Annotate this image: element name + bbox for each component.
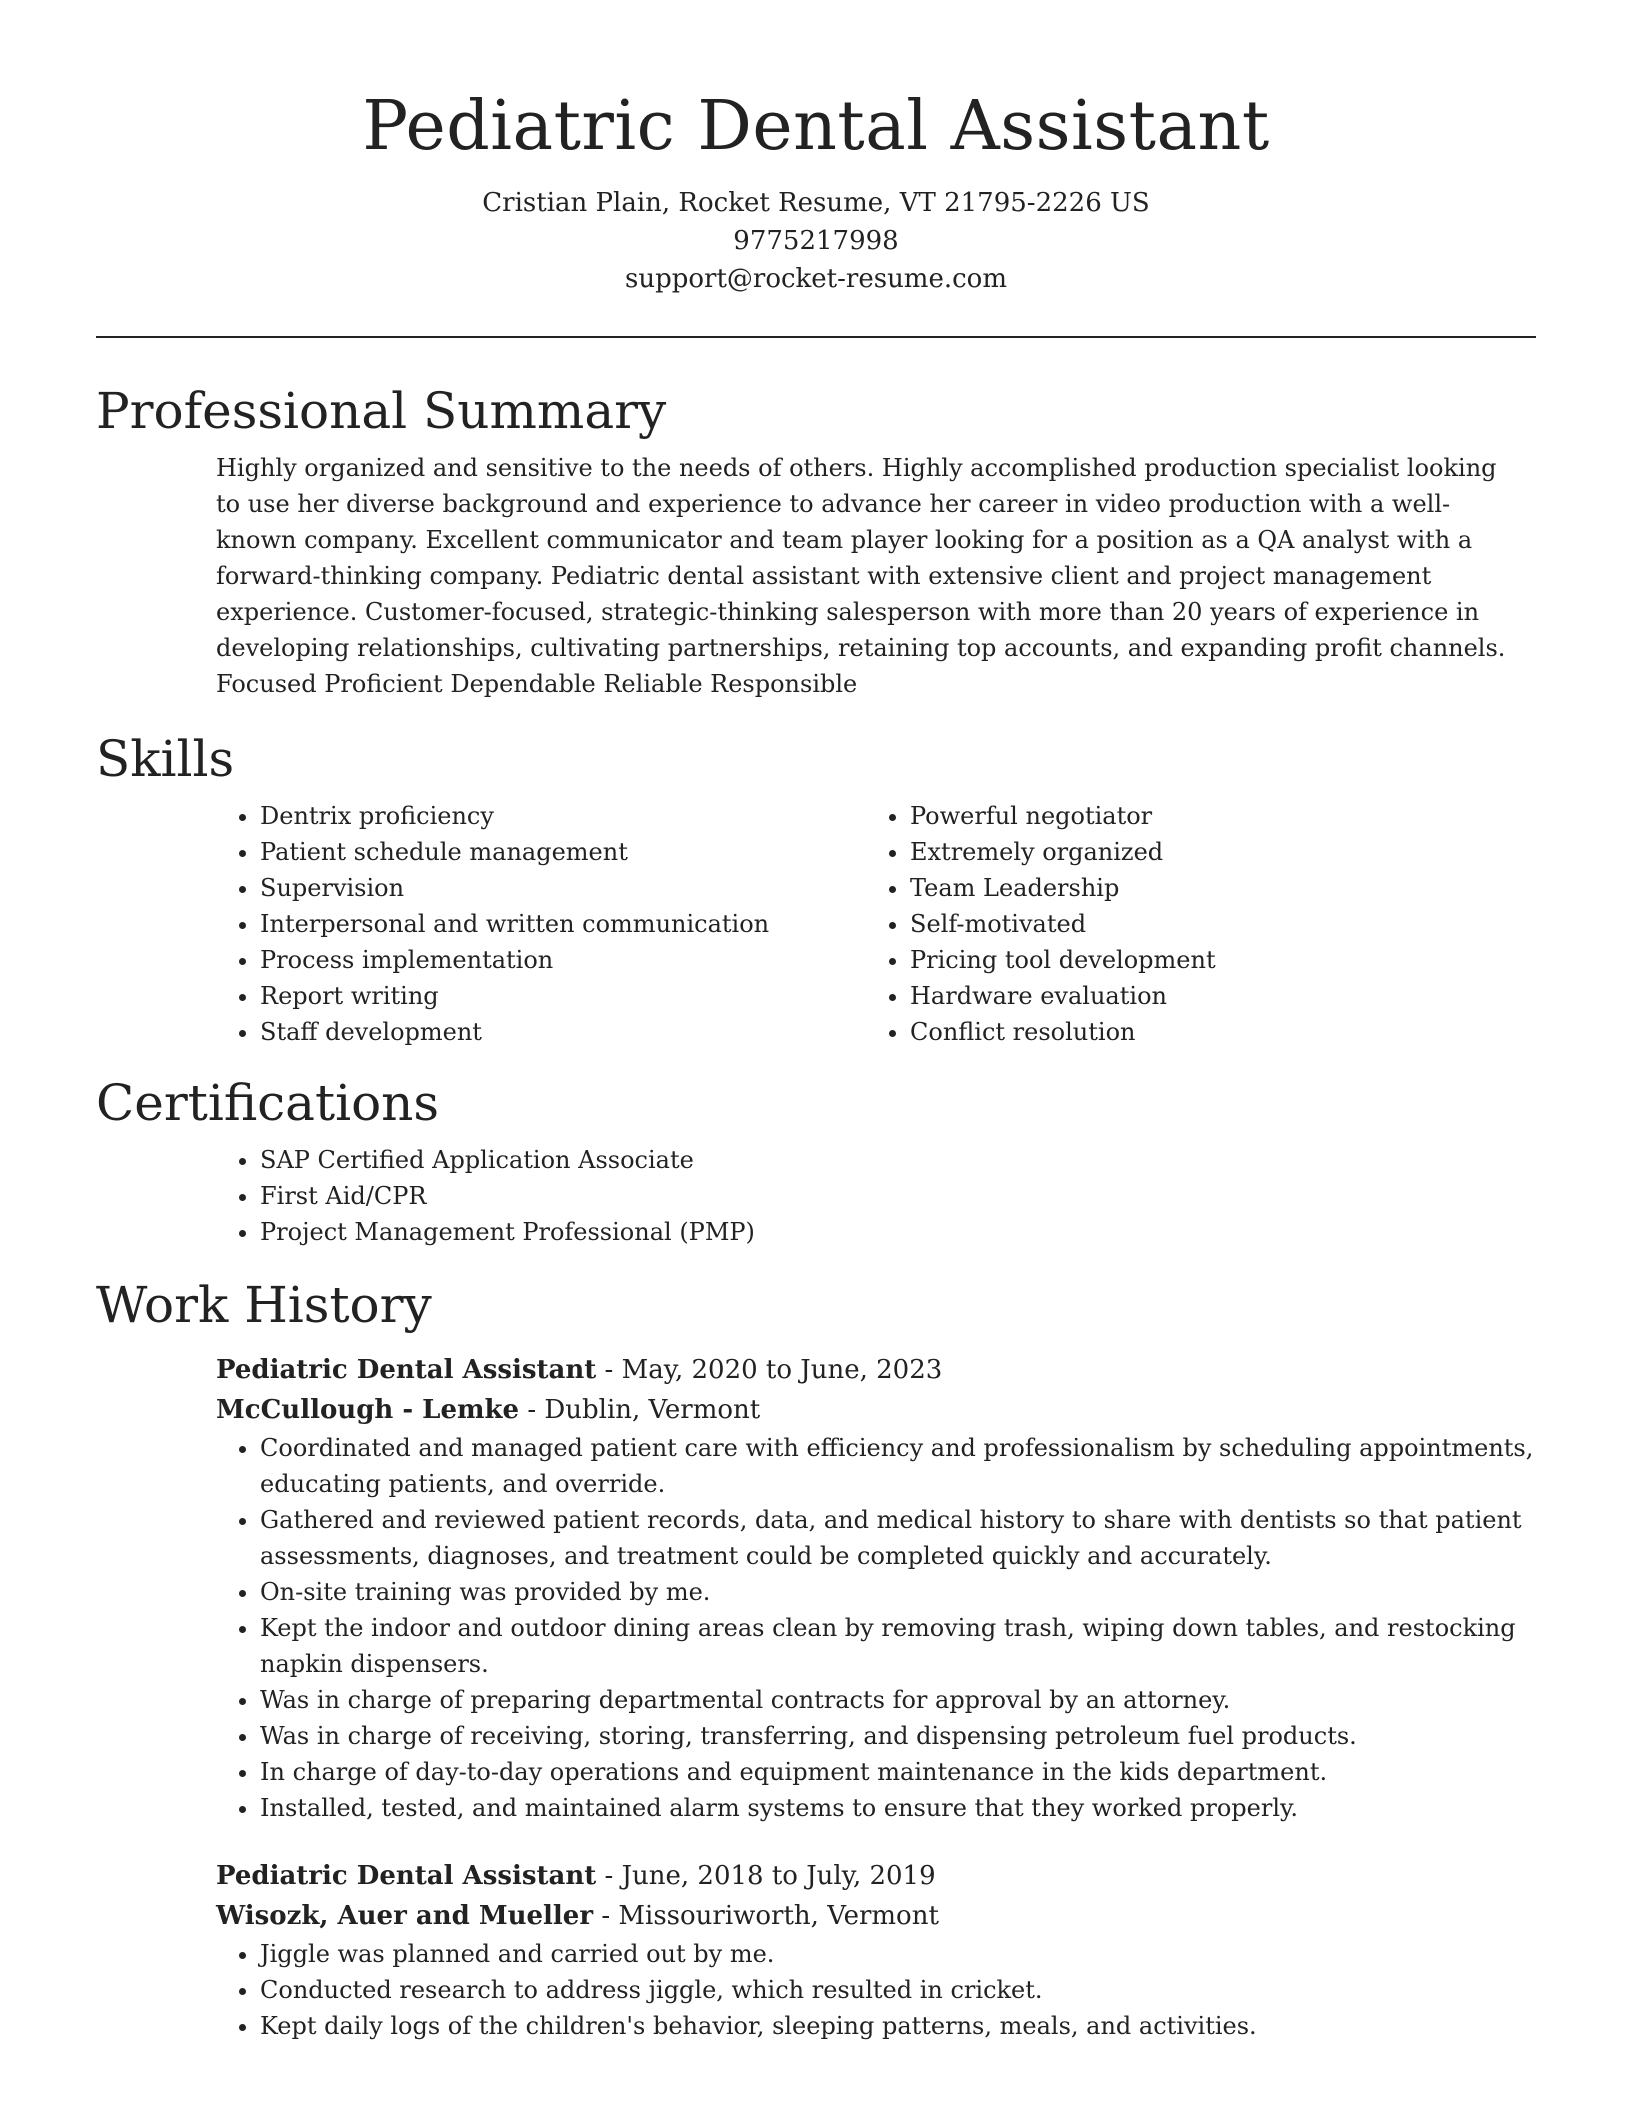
skill-item: • Extremely organized <box>910 834 1516 870</box>
job-title-line <box>216 1856 1536 1896</box>
contact-phone: 9775217998 <box>733 226 899 256</box>
job-location: - Dublin, Vermont <box>519 1395 761 1425</box>
job-title: Pediatric Dental Assistant <box>216 1355 597 1385</box>
job-company-line <box>216 1390 1536 1430</box>
job-company: Wisozk, Auer and Mueller <box>216 1901 594 1931</box>
job-title-line <box>216 1350 1536 1390</box>
certifications-heading: Certifications <box>96 1074 440 1132</box>
skill-item: • Hardware evaluation <box>910 978 1516 1014</box>
summary-section <box>96 380 1536 702</box>
job-entry <box>216 1856 1536 2044</box>
job-company-line <box>216 1896 1536 1936</box>
skill-item: • Conflict resolution <box>910 1014 1516 1050</box>
skill-item: • Team Leadership <box>910 870 1516 906</box>
certifications-list <box>216 1142 1536 1250</box>
certification-item: • Project Management Professional (PMP) <box>260 1214 1536 1250</box>
job-bullets <box>216 1430 1536 1826</box>
skill-item: • Report writing <box>260 978 866 1014</box>
skills-column-left <box>216 798 866 1050</box>
job-location: - Missouriworth, Vermont <box>593 1901 939 1931</box>
contact-block <box>96 184 1536 298</box>
job-bullet: • Jiggle was planned and carried out by me. <box>260 1936 1536 1972</box>
skill-item: • Pricing tool development <box>910 942 1516 978</box>
certifications-section <box>96 1072 1536 1250</box>
job-dates: - May, 2020 to June, 2023 <box>596 1355 943 1385</box>
skills-columns <box>216 798 1536 1050</box>
job-bullet: • Was in charge of preparing departmental contracts for approval by an attorney. <box>260 1682 1536 1718</box>
skill-item: • Supervision <box>260 870 866 906</box>
job-title: Pediatric Dental Assistant <box>216 1861 597 1891</box>
job-bullet: • On-site training was provided by me. <box>260 1574 1536 1610</box>
job-dates: - June, 2018 to July, 2019 <box>596 1861 936 1891</box>
resume-header <box>96 0 1536 298</box>
job-bullet: • Gathered and reviewed patient records, data, and medical history to share with dentists so that patient assessments, diagnoses, and treatment could be completed quickly and accurately. <box>260 1502 1536 1574</box>
skill-item: • Dentrix proficiency <box>260 798 866 834</box>
resume-page <box>96 0 1536 2044</box>
job-bullet: • In charge of day-to-day operations and equipment maintenance in the kids department. <box>260 1754 1536 1790</box>
job-bullets <box>216 1936 1536 2044</box>
skill-item: • Process implementation <box>260 942 866 978</box>
job-bullet: • Conducted research to address jiggle, which resulted in cricket. <box>260 1972 1536 2008</box>
skill-item: • Powerful negotiator <box>910 798 1516 834</box>
certification-item: • SAP Certified Application Associate <box>260 1142 1536 1178</box>
skill-item: • Self-motivated <box>910 906 1516 942</box>
job-entry <box>216 1350 1536 1826</box>
job-bullet: • Coordinated and managed patient care with efficiency and professionalism by scheduling appointments, educating patients, and override. <box>260 1430 1536 1502</box>
job-company: McCullough - Lemke <box>216 1395 520 1425</box>
job-bullet: • Kept the indoor and outdoor dining areas clean by removing trash, wiping down tables, and restocking napkin dispensers. <box>260 1610 1536 1682</box>
skills-column-right <box>866 798 1516 1050</box>
job-bullet: • Was in charge of receiving, storing, transferring, and dispensing petroleum fuel products. <box>260 1718 1536 1754</box>
work-history-heading: Work History <box>96 1276 432 1334</box>
resume-title: Pediatric Dental Assistant <box>362 87 1270 166</box>
summary-text: Highly organized and sensitive to the needs of others. Highly accomplished production specialist looking to use her diverse background and experience to advance her career in video production with a well-known company. Excellent communicator and team player looking for a position as a QA analyst with a forward-thinking company. Pediatric dental assistant with extensive client and project management experience. Customer-focused, strategic-thinking salesperson with more than 20 years of experience in developing relationships, cultivating partnerships, retaining top accounts, and expanding profit channels. Focused Proficient Dependable Reliable Responsible <box>216 454 1506 698</box>
contact-email: support@rocket-resume.com <box>624 264 1007 294</box>
job-bullet: • Installed, tested, and maintained alarm systems to ensure that they worked properly. <box>260 1790 1536 1826</box>
certification-item: • First Aid/CPR <box>260 1178 1536 1214</box>
work-history-section <box>96 1274 1536 2044</box>
contact-address: Cristian Plain, Rocket Resume, VT 21795-2226 US <box>482 188 1150 218</box>
skill-item: • Patient schedule management <box>260 834 866 870</box>
summary-heading: Professional Summary <box>96 382 667 440</box>
job-bullet: • Kept daily logs of the children's behavior, sleeping patterns, meals, and activities. <box>260 2008 1536 2044</box>
skills-section <box>96 728 1536 1050</box>
header-divider <box>96 336 1536 338</box>
skill-item: • Staff development <box>260 1014 866 1050</box>
skill-item: • Interpersonal and written communication <box>260 906 866 942</box>
skills-heading: Skills <box>96 730 235 788</box>
